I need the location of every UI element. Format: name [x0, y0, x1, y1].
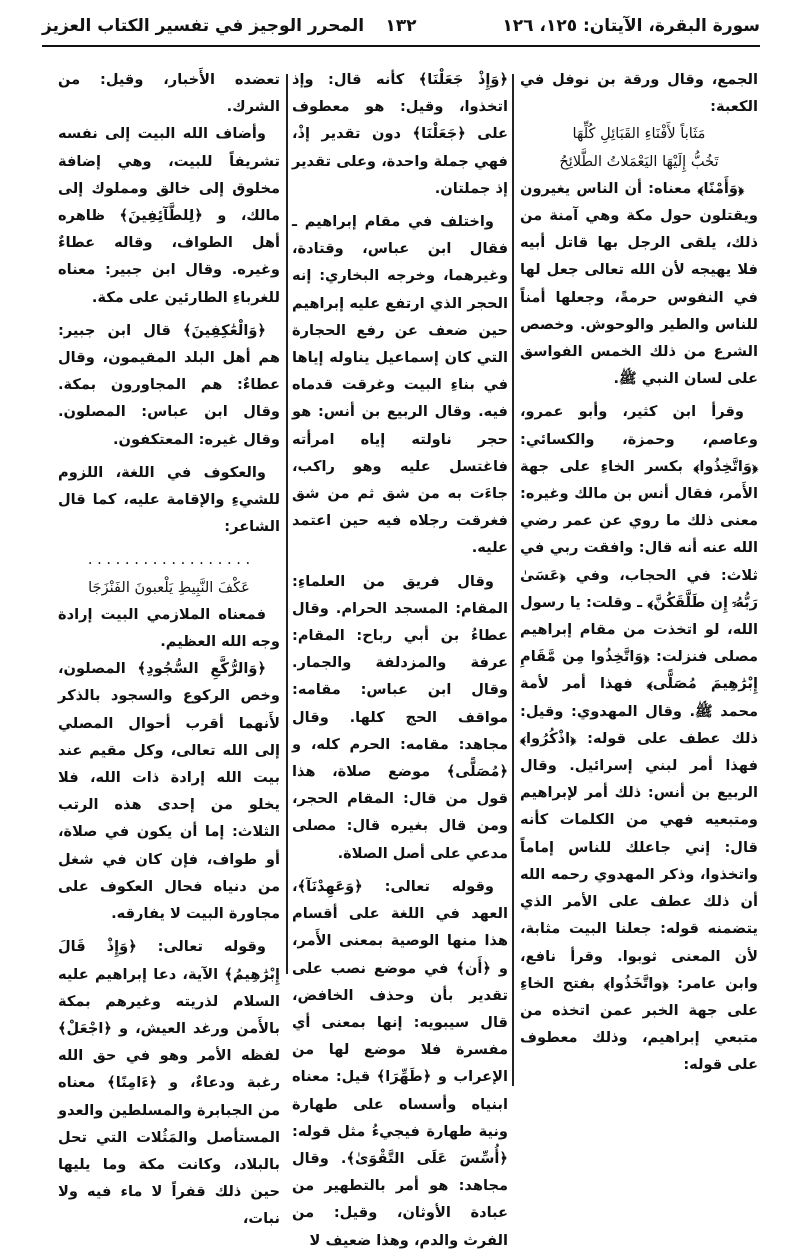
- poem-line: تَخُبُّ إِلَيْهَا اليَعْمَلاتُ الطَّلائِحُ: [559, 152, 719, 170]
- paragraph: ﴿وَالرُّكَّعِ السُّجُودِ﴾ المصلون، وخص الركوع والسجود بالذكر لأَنهما أقرب أحوال المصلي إلى الله تعالى، وكل مقيم عند بيت الله إرادة ذات الله، فلا يخلو من إحدى هذه الرتب الثلاث: إما أن يكون في صلاة، أو طواف، فإن كان في شغل من دنياه فحال العكوف على مجاورة البيت لا يفارقه.: [58, 660, 280, 923]
- page-header: [42, 12, 760, 42]
- paragraph: وقوله تعالى: ﴿وَإِذْ قَالَ إِبْرَٰهِيمُ﴾ الآية، دعا إبراهيم عليه السلام لذريته وغيرهم بمكة بالأَمن ورغد العيش، و ﴿اجْعَلْ﴾ لفظه الأمر وهو في حق الله رغبة ودعاءٌ، و ﴿ءَامِنًا﴾ معناه من الجبابرة والمسلطين والعدو المستأصل والمَثُلات التي تحل بالبلاد، وكانت مكة وما يليها حين ذلك قفراً لا ماء فيه ولا نبات،: [58, 938, 280, 1228]
- paragraph: وأضاف الله البيت إلى نفسه تشريفاً للبيت، وهي إضافة مخلوق إلى خالق ومملوك إلى مالك، و ﴿لِلطَّآئِفِينَ﴾ ظاهره أهل الطواف، وقاله عطاءٌ وغيره. وقال ابن جبير: معناه للغرباءِ الطارئين على مكة.: [58, 125, 280, 306]
- poem-ellipsis: . . . . . . . . . . . . . . . . . .: [87, 551, 251, 569]
- poem-line: مَثَاباً لأَفْنَاءِ القَبَائِلِ كُلِّهَا: [572, 125, 706, 143]
- header-divider: [42, 45, 760, 47]
- column-left: [58, 66, 280, 1233]
- paragraph: تعضده الأَخبار، وقيل: من الشرك.: [58, 71, 280, 116]
- page-number: ١٣٢: [385, 16, 417, 36]
- column-middle: [292, 66, 508, 1254]
- paragraph: وقرأ ابن كثير، وأبو عمرو، وعاصم، وحمزة، والكسائي: ﴿وَاتَّخِذُوا﴾ بكسر الخاءِ على جهة الأَمر، فقال أنس بن مالك وغيره: معنى ذلك ما روي عن عمر رضي الله عنه أنه قال: وافقت ربي في ثلاث: في الحجاب، وفي ﴿عَسَىٰ رَبُّهُۥٓ إِن طَلَّقَكُنَّ﴾ ـ وقلت: يا رسول الله، لو اتخذت من مقام إبراهيم مصلى فنزلت: ﴿وَاتَّخِذُوا مِن مَّقَامِ إِبْرَٰهِيمَ مُصَلًّى﴾ فهذا أمر لأمة محمد ﷺ. وقال المهدوي: وقيل: ذلك عطف على قوله: ﴿اذْكُرُوا﴾ فهذا أمر لبني إسرائيل. وقال الربيع بن أنس: ذلك أمر لإبراهيم ومتبعيه فهي من الكلمات كأنه قال: إني جاعلك للناس إماماً واتخذوا، وذكر المهدوي رحمه الله أن ذلك عطف على الأمر الذي يتضمنه قوله: جعلنا البيت مثابة، لأن المعنى ثوبوا. وقرأ نافع، وابن عامر: ﴿واتَّخَذُوا﴾ بفتح الخاءِ على جهة الخبر عمن اتخذه من متبعي إبراهيم، وذلك معطوف على قوله:: [520, 403, 758, 1074]
- paragraph: ﴿وَالْعَٰكِفِينَ﴾ قال ابن جبير: هم أهل البلد المقيمون، وقال عطاءٌ: هم المجاورون بمكة. وقال ابن عباس: المصلون. وقال غيره: المعتكفون.: [58, 321, 280, 448]
- paragraph: فمعناه الملازمي البيت إرادة وجه الله العظيم.: [58, 605, 280, 651]
- paragraph: ﴿وَإِذْ جَعَلْنَا﴾ كأنه قال: وإذ اتخذوا، وقيل: هو معطوف على ﴿جَعَلْنَا﴾ دون تقدير إذْ، فهي جملة واحدة، وعلى تقدير إذ جملتان.: [292, 71, 508, 197]
- paragraph: والعكوف في اللغة، اللزوم للشيءِ والإقامة عليه، كما قال الشاعر:: [58, 463, 280, 536]
- column-divider: [286, 74, 288, 974]
- paragraph: ﴿وَأَمْنًا﴾ معناه: أن الناس يغيرون ويقتلون حول مكة وهي آمنة من ذلك، يلقى الرجل بها قاتل أبيه فلا يهيجه لأن الله تعالى جعل لها في النفوس حرمةً، وجعلها أمناً للناس والطير والوحوش. وخصص الشرع من ذلك الخمس الفواسق على لسان النبي ﷺ.: [520, 179, 758, 388]
- poem-line: عَكْفَ النَّبِيطِ يَلْعبونَ الفَنْزَجَا: [88, 578, 250, 596]
- paragraph: وقال فريق من العلماءِ: المقام: المسجد الحرام. وقال عطاءُ بن أبي رباح: المقام: عرفة والمزدلفة والجمار. وقال ابن عباس: مقامه: مواقف الحج كلها. وقال مجاهد: مقامه: الحرم كله، و ﴿مُصَلًّى﴾ موضع صلاة، هذا قول من قال: المقام الحجر، ومن قال بغيره قال: مصلى مدعي على أصل الصلاة.: [292, 572, 508, 862]
- book-title: المحرر الوجيز في تفسير الكتاب العزيز: [42, 16, 365, 36]
- paragraph: وقوله تعالى: ﴿وَعَهِدْنَآ﴾، العهد في اللغة على أقسام هذا منها الوصية بمعنى الأَمر، و ﴿أَن﴾ في موضع نصب على تقدير بأن وحذف الخافض، قال سيبويه: إنها بمعنى أي مفسرة فلا موضع لها من الإعراب و ﴿طَهِّرَا﴾ قيل: معناه ابنياه وأسساه على طهارة ونية طهارة فيجيءُ مثل قوله: ﴿أُسِّسَ عَلَى التَّقْوَىٰ﴾. وقال مجاهد: هو أمر بالتطهير من عبادة الأوثان، وقيل: من الفرث والدم، وهذا ضعيف لا: [292, 877, 508, 1249]
- column-divider: [512, 74, 514, 1086]
- surah-info: سورة البقرة، الآيتان: ١٢٥، ١٢٦: [502, 16, 760, 36]
- column-right: [520, 66, 758, 1079]
- paragraph: واختلف في مقام إبراهيم ـ فقال ابن عباس، وقتادة، وغيرهما، وخرجه البخاري: إنه الحجر الذي ارتفع عليه إبراهيم حين ضعف عن رفع الحجارة التي كان إسماعيل يناوله إياها في بناءِ البيت وغرقت قدماه فيه. وقال الربيع بن أنس: هو حجر ناولته إياه امرأته فاغتسل عليه وهو راكب، جاءَت به من شق ثم من شق فغرقت رجلاه فيه حين اعتمد عليه.: [292, 213, 508, 557]
- paragraph: الجمع، وقال ورقة بن نوفل في الكعبة:: [520, 71, 758, 116]
